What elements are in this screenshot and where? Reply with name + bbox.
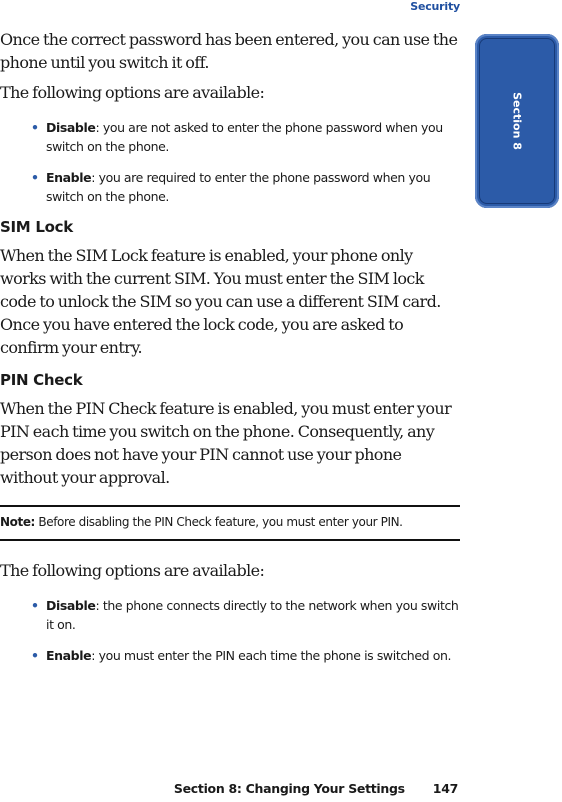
sim-lock-body: When the SIM Lock feature is enabled, your phone only works with the current SIM. You must enter the SIM lock code to unlock the SIM so you can use a different SIM card. Once you have entered the lock code, you are asked to confirm your entry. <box>0 246 441 357</box>
note-box <box>0 505 460 541</box>
bullet-icon: • <box>31 648 39 663</box>
option-term: Disable <box>46 598 96 613</box>
page-number: 147 <box>432 781 458 796</box>
list-item <box>0 646 460 665</box>
section-tab-label: Section 8 <box>510 92 524 150</box>
footer-chapter: Section 8: Changing Your Settings <box>173 781 405 796</box>
bullet-icon: • <box>31 598 39 613</box>
option-text: : you are not asked to enter the phone password when you switch on the phone. <box>46 120 443 154</box>
option-term: Enable <box>46 170 92 185</box>
pin-options-intro: The following options are available: <box>0 561 265 580</box>
option-text: : you must enter the PIN each time the phone is switched on. <box>91 648 452 663</box>
list-item <box>0 168 460 206</box>
pin-check-heading: PIN Check <box>0 371 83 389</box>
intro-paragraph: Once the correct password has been entered, you can use the phone until you switch it off. <box>0 30 458 72</box>
page-content <box>0 28 460 677</box>
note-label: Note: <box>0 515 35 529</box>
pin-options-list <box>0 596 460 665</box>
page-footer <box>174 781 458 796</box>
list-item <box>0 596 460 634</box>
running-header: Security <box>410 0 460 13</box>
option-term: Disable <box>46 120 96 135</box>
section-tab <box>475 34 559 208</box>
bullet-icon: • <box>31 170 39 185</box>
options-intro: The following options are available: <box>0 83 265 102</box>
option-text: : the phone connects directly to the network when you switch it on. <box>46 598 459 632</box>
option-term: Enable <box>46 648 92 663</box>
password-options-list <box>0 118 460 206</box>
option-text: : you are required to enter the phone password when you switch on the phone. <box>46 170 431 204</box>
sim-lock-heading: SIM Lock <box>0 218 73 236</box>
list-item <box>0 118 460 156</box>
pin-check-body: When the PIN Check feature is enabled, you must enter your PIN each time you switch on the phone. Consequently, any person does not have your PIN cannot use your phone without your approval. <box>0 399 452 487</box>
bullet-icon: • <box>31 120 39 135</box>
note-text: Before disabling the PIN Check feature, you must enter your PIN. <box>34 515 403 529</box>
